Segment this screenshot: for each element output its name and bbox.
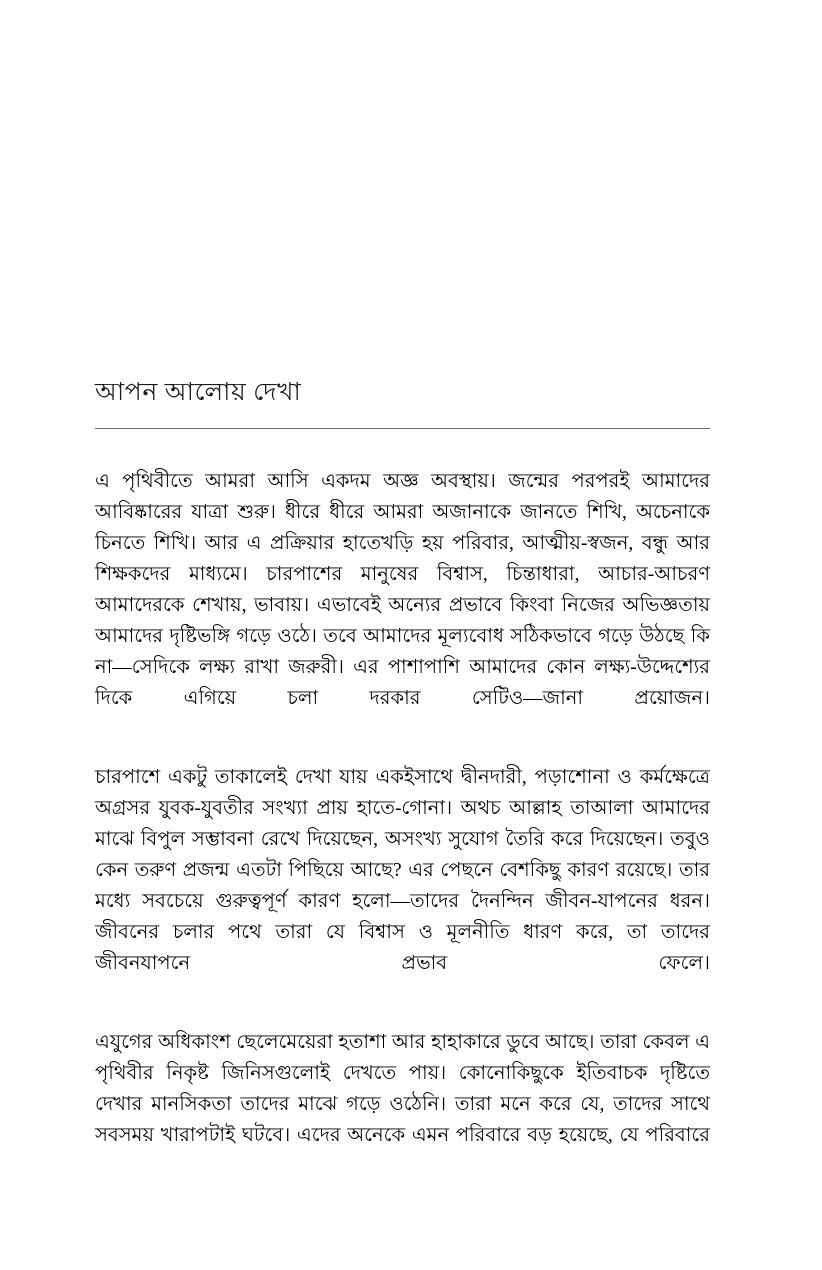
- body-paragraph: এযুগের অধিকাংশ ছেলেমেয়েরা হতাশা আর হাহাকারে ডুবে আছে। তারা কেবল এ পৃথিবীর নিকৃষ্ট জিনিসগুলোই দেখতে পায়। কোনোকিছুকে ইতিবাচক দৃষ্টিতে দেখার মানসিকতা তাদের মাঝে গড়ে ওঠেনি। তারা মনে করে যে, তাদের সাথে সবসময় খারাপটাই ঘটবে। এদের অনেকে এমন পরিবারে বড় হয়েছে, যে পরিবারে: [95, 1032, 710, 1146]
- page-title: আপন আলোয় দেখা: [95, 379, 302, 406]
- body-paragraph: চারপাশে একটু তাকালেই দেখা যায় একইসাথে দ্বীনদারী, পড়াশোনা ও কর্মক্ষেত্রে অগ্রসর যুবক-যুবতীর সংখ্যা প্রায় হাতে-গোনা। অথচ আল্লাহ তাআলা আমাদের মাঝে বিপুল সম্ভাবনা রেখে দিয়েছেন, অসংখ্য সুযোগ তৈরি করে দিয়েছেন। তবুও কেন তরুণ প্রজন্ম এতটা পিছিয়ে আছে? এর পেছনে বেশকিছু কারণ রয়েছে। তার মধ্যে সবচেয়ে গুরুত্বপূর্ণ কারণ হলো—তাদের দৈনন্দিন জীবন-যাপনের ধরন। জীবনের চলার পথে তারা যে বিশ্বাস ও মূলনীতি ধারণ করে, তা তাদের জীবনযাপনে প্রভাব ফেলে।: [95, 767, 710, 974]
- body-paragraph: এ পৃথিবীতে আমরা আসি একদম অজ্ঞ অবস্থায়। জন্মের পরপরই আমাদের আবিষ্কারের যাত্রা শুরু। ধীরে ধীরে আমরা অজানাকে জানতে শিখি, অচেনাকে চিনতে শিখি। আর এ প্রক্রিয়ার হাতেখড়ি হয় পরিবার, আত্মীয়-স্বজন, বন্ধু আর শিক্ষকদের মাধ্যমে। চারপাশের মানুষের বিশ্বাস, চিন্তাধারা, আচার-আচরণ আমাদেরকে শেখায়, ভাবায়। এভাবেই অন্যের প্রভাবে কিংবা নিজের অভিজ্ঞতায় আমাদের দৃষ্টিভঙ্গি গড়ে ওঠে। তবে আমাদের মূল্যবোধ সঠিকভাবে গড়ে উঠছে কি না—সেদিকে লক্ষ্য রাখা জরুরী। এর পাশাপাশি আমাদের কোন লক্ষ্য-উদ্দেশ্যের দিকে এগিয়ে চলা দরকার সেটিও—জানা প্রয়োজন।: [95, 471, 710, 709]
- body-text-block: [95, 466, 710, 1182]
- title-divider: [95, 428, 710, 429]
